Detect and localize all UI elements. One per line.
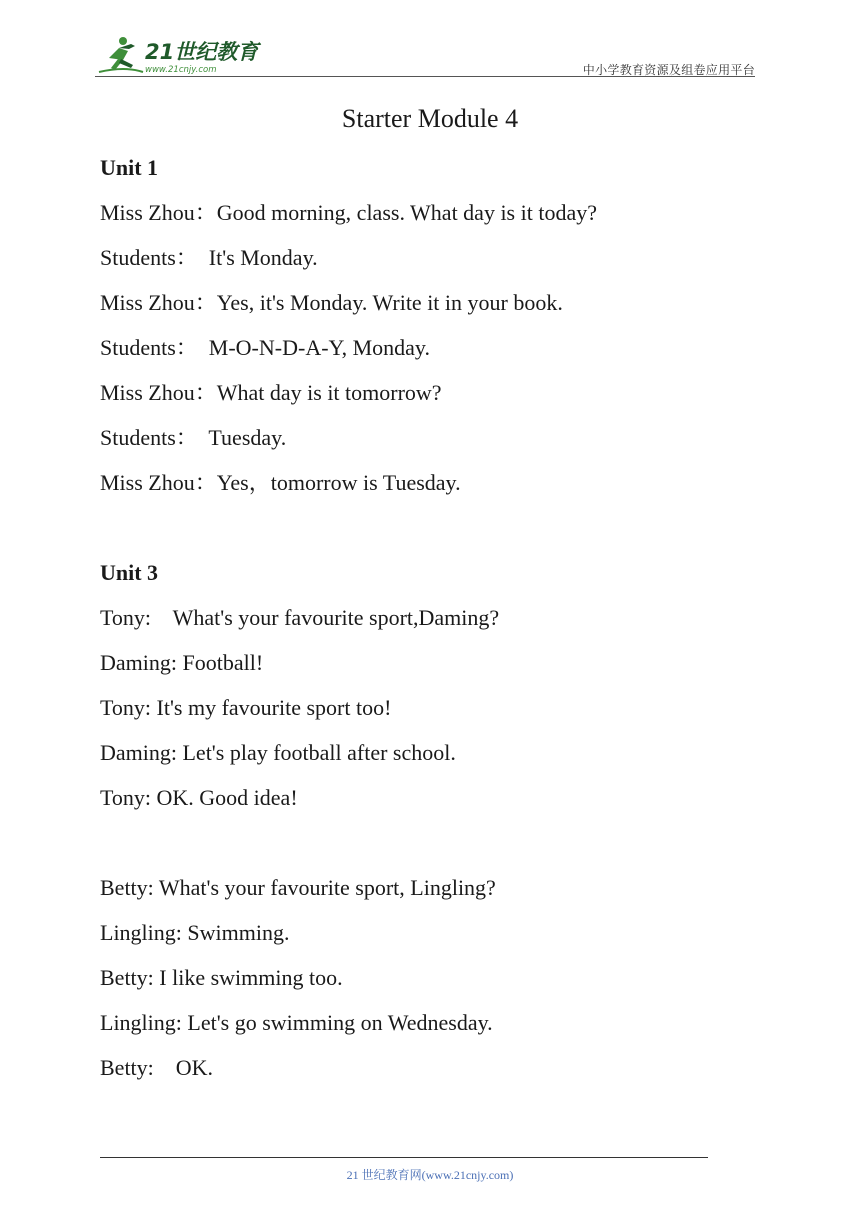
dialogue-line: Students： It's Monday. bbox=[100, 245, 318, 270]
header-tagline: 中小学教育资源及组卷应用平台 bbox=[582, 63, 755, 77]
logo-url: www.21cnjy.com bbox=[145, 65, 217, 75]
dialogue-line: Betty: I like swimming too. bbox=[100, 965, 343, 990]
dialogue-line: Miss Zhou：Good morning, class. What day is it today? bbox=[100, 200, 597, 225]
page-title: Starter Module 4 bbox=[341, 104, 519, 133]
header-divider bbox=[95, 76, 755, 77]
dialogue-line: Lingling: Swimming. bbox=[100, 920, 290, 945]
dialogue-line: Betty: OK. bbox=[100, 1055, 214, 1080]
page-header bbox=[95, 30, 755, 78]
dialogue-line: Tony: OK. Good idea! bbox=[100, 785, 298, 810]
site-logo bbox=[95, 32, 265, 76]
dialogue-line: Betty: What's your favourite sport, Lingling? bbox=[100, 875, 496, 900]
footer-divider bbox=[100, 1157, 708, 1158]
unit1-heading: Unit 1 bbox=[100, 155, 159, 180]
dialogue-line: Tony: It's my favourite sport too! bbox=[100, 695, 392, 720]
dialogue-line: Daming: Let's play football after school. bbox=[100, 740, 456, 765]
unit3-heading: Unit 3 bbox=[100, 560, 159, 585]
logo-text: 21世纪教育 bbox=[145, 40, 259, 64]
dialogue-line: Tony: What's your favourite sport,Daming? bbox=[100, 605, 500, 630]
dialogue-line: Lingling: Let's go swimming on Wednesday. bbox=[100, 1010, 493, 1035]
dialogue-line: Miss Zhou：Yes，tomorrow is Tuesday. bbox=[100, 470, 461, 495]
footer-link[interactable]: 21 世纪教育网(www.21cnjy.com) bbox=[346, 1168, 514, 1182]
blank-line bbox=[100, 505, 780, 550]
dialogue-line: Miss Zhou：Yes, it's Monday. Write it in your book. bbox=[100, 290, 563, 315]
blank-line bbox=[100, 820, 780, 865]
dialogue-line: Daming: Football! bbox=[100, 650, 264, 675]
dialogue-line: Miss Zhou：What day is it tomorrow? bbox=[100, 380, 442, 405]
dialogue-line: Students： M-O-N-D-A-Y, Monday. bbox=[100, 335, 430, 360]
dialogue-line: Students： Tuesday. bbox=[100, 425, 287, 450]
document-body bbox=[100, 145, 780, 1090]
